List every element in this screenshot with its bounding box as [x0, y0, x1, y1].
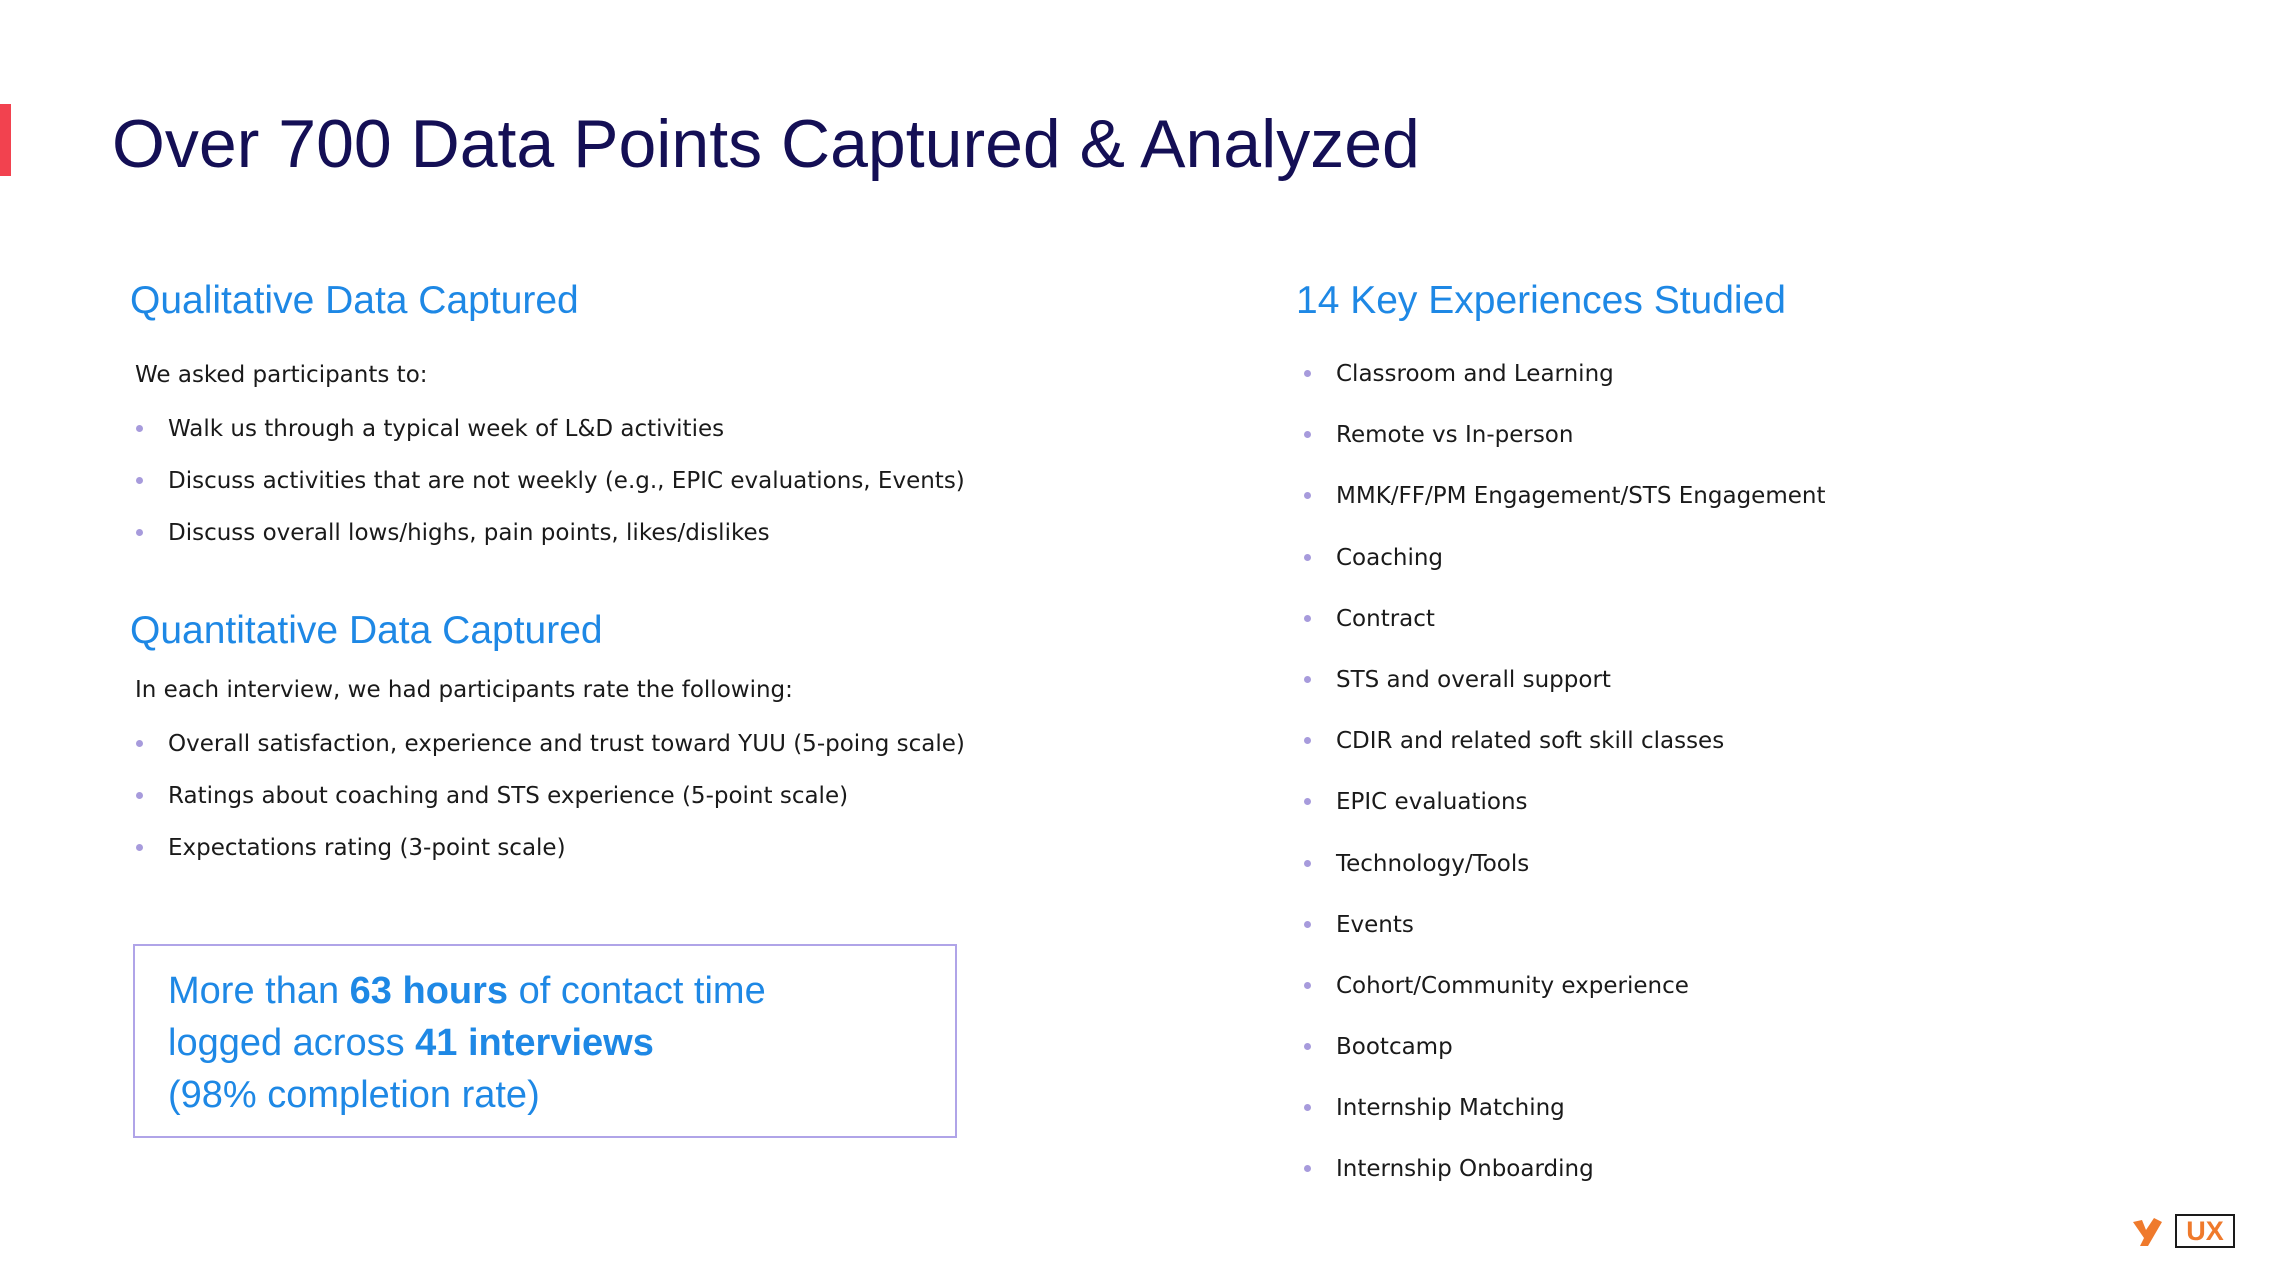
- bullet-icon: [1304, 1043, 1311, 1050]
- list-item: Contract: [1303, 604, 1825, 665]
- bullet-icon: [1304, 492, 1311, 499]
- bullet-icon: [136, 740, 143, 747]
- slide-title: Over 700 Data Points Captured & Analyzed: [112, 106, 1420, 182]
- list-item: Cohort/Community experience: [1303, 971, 1825, 1032]
- bullet-icon: [136, 529, 143, 536]
- list-item: Discuss overall lows/highs, pain points, likes/dislikes: [135, 518, 965, 570]
- title-accent-bar: [0, 104, 11, 176]
- bullet-icon: [1304, 431, 1311, 438]
- list-item: Internship Matching: [1303, 1093, 1825, 1154]
- stat-line-2: logged across 41 interviews: [168, 1022, 654, 1064]
- bullet-icon: [136, 425, 143, 432]
- list-item: Coaching: [1303, 543, 1825, 604]
- bullet-icon: [1304, 921, 1311, 928]
- experiences-list: [1303, 359, 1825, 1216]
- qualitative-heading: Qualitative Data Captured: [130, 279, 579, 322]
- ux-logo-text: UX: [2175, 1214, 2235, 1248]
- list-item: CDIR and related soft skill classes: [1303, 726, 1825, 787]
- quantitative-heading: Quantitative Data Captured: [130, 609, 603, 652]
- bullet-icon: [1304, 615, 1311, 622]
- bullet-icon: [1304, 982, 1311, 989]
- stat-line-3: (98% completion rate): [168, 1074, 540, 1116]
- list-item: Classroom and Learning: [1303, 359, 1825, 420]
- bullet-icon: [1304, 737, 1311, 744]
- qualitative-list: [135, 414, 965, 570]
- quantitative-list: [135, 729, 965, 885]
- list-item: Discuss activities that are not weekly (e.g., EPIC evaluations, Events): [135, 466, 965, 518]
- list-item: Internship Onboarding: [1303, 1154, 1825, 1215]
- list-item: Remote vs In-person: [1303, 420, 1825, 481]
- bullet-icon: [136, 844, 143, 851]
- bullet-icon: [1304, 1104, 1311, 1111]
- list-item: Overall satisfaction, experience and trust toward YUU (5-poing scale): [135, 729, 965, 781]
- bullet-icon: [1304, 798, 1311, 805]
- bullet-icon: [1304, 370, 1311, 377]
- qualitative-intro: We asked participants to:: [135, 362, 428, 388]
- bullet-icon: [1304, 1165, 1311, 1172]
- bullet-icon: [1304, 676, 1311, 683]
- list-item: Ratings about coaching and STS experience (5-point scale): [135, 781, 965, 833]
- list-item: MMK/FF/PM Engagement/STS Engagement: [1303, 481, 1825, 542]
- list-item: STS and overall support: [1303, 665, 1825, 726]
- list-item: Walk us through a typical week of L&D activities: [135, 414, 965, 466]
- list-item: EPIC evaluations: [1303, 787, 1825, 848]
- list-item: Expectations rating (3-point scale): [135, 833, 965, 885]
- list-item: Events: [1303, 910, 1825, 971]
- quantitative-intro: In each interview, we had participants rate the following:: [135, 677, 793, 703]
- experiences-heading: 14 Key Experiences Studied: [1296, 279, 1786, 322]
- stat-callout-box: [133, 944, 957, 1138]
- brand-mark-icon: [2130, 1216, 2164, 1250]
- bullet-icon: [1304, 554, 1311, 561]
- list-item: Technology/Tools: [1303, 849, 1825, 910]
- bullet-icon: [1304, 860, 1311, 867]
- list-item: Bootcamp: [1303, 1032, 1825, 1093]
- bullet-icon: [136, 792, 143, 799]
- stat-line-1: More than 63 hours of contact time: [168, 970, 766, 1012]
- bullet-icon: [136, 477, 143, 484]
